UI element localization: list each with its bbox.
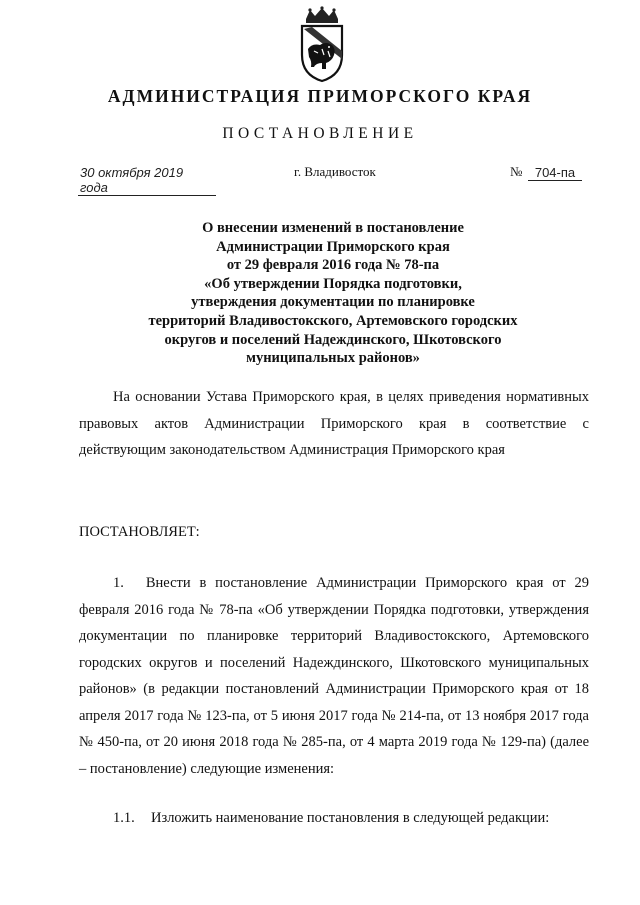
title-line: от 29 февраля 2016 года № 78-па [226, 257, 440, 274]
item-1-paragraph [79, 570, 589, 782]
title-line: Администрации Приморского края [216, 238, 450, 255]
preamble-paragraph [79, 384, 589, 464]
title-line: округов и поселений Надеждинского, Шкотовского [164, 331, 502, 348]
item-1-1-text: Изложить наименование постановления в следующей редакции: [151, 810, 550, 826]
title-line: О внесении изменений в постановление [202, 220, 464, 236]
item-1-text: Внести в постановление Администрации Приморского края от 29 февраля 2016 года № 78-па «Об утверждении Порядка подготовки, утверждения документации по планировке территорий Владивостокского, Артемовского городских округов и поселений Надеждинского, Шкотовского муниципальных районов» (в редакции постановлений Администрации Приморского края от 18 апреля 2017 года № 123-па, от 5 июня 2017 года № 214-па, от 13 ноября 2017 года № 450-па, от 20 июня 2018 года № 285-па, от 4 марта 2019 года № 129-па) (далее – постановление) следующие изменения: [79, 575, 589, 777]
item-1-1-paragraph [113, 810, 549, 827]
title-line: муниципальных районов» [246, 350, 420, 367]
document-title [78, 219, 588, 368]
document-date: 30 октября 2019 года [78, 165, 216, 196]
item-1-1-number: 1.1. [113, 810, 135, 826]
organization-title: АДМИНИСТРАЦИЯ ПРИМОРСКОГО КРАЯ [107, 86, 533, 106]
decree-word: ПОСТАНОВЛЯЕТ: [79, 524, 200, 540]
title-line: утверждения документации по планировке [191, 294, 475, 311]
item-1-number: 1. [113, 575, 124, 591]
title-line: территорий Владивостокского, Артемовского городских [148, 312, 518, 329]
coat-of-arms-emblem [296, 5, 348, 83]
document-type: ПОСТАНОВЛЕНИЕ [222, 125, 418, 142]
document-city: г. Владивосток [294, 164, 376, 179]
document-number: 704-па [528, 165, 582, 181]
preamble-text: На основании Устава Приморского края, в целях приведения нормативных правовых актов Администрации Приморского края в соответствие с действующим законодательством Администрация Приморского края [79, 389, 589, 458]
title-line: «Об утверждении Порядка подготовки, [204, 275, 462, 292]
document-number-label: № [510, 164, 523, 179]
